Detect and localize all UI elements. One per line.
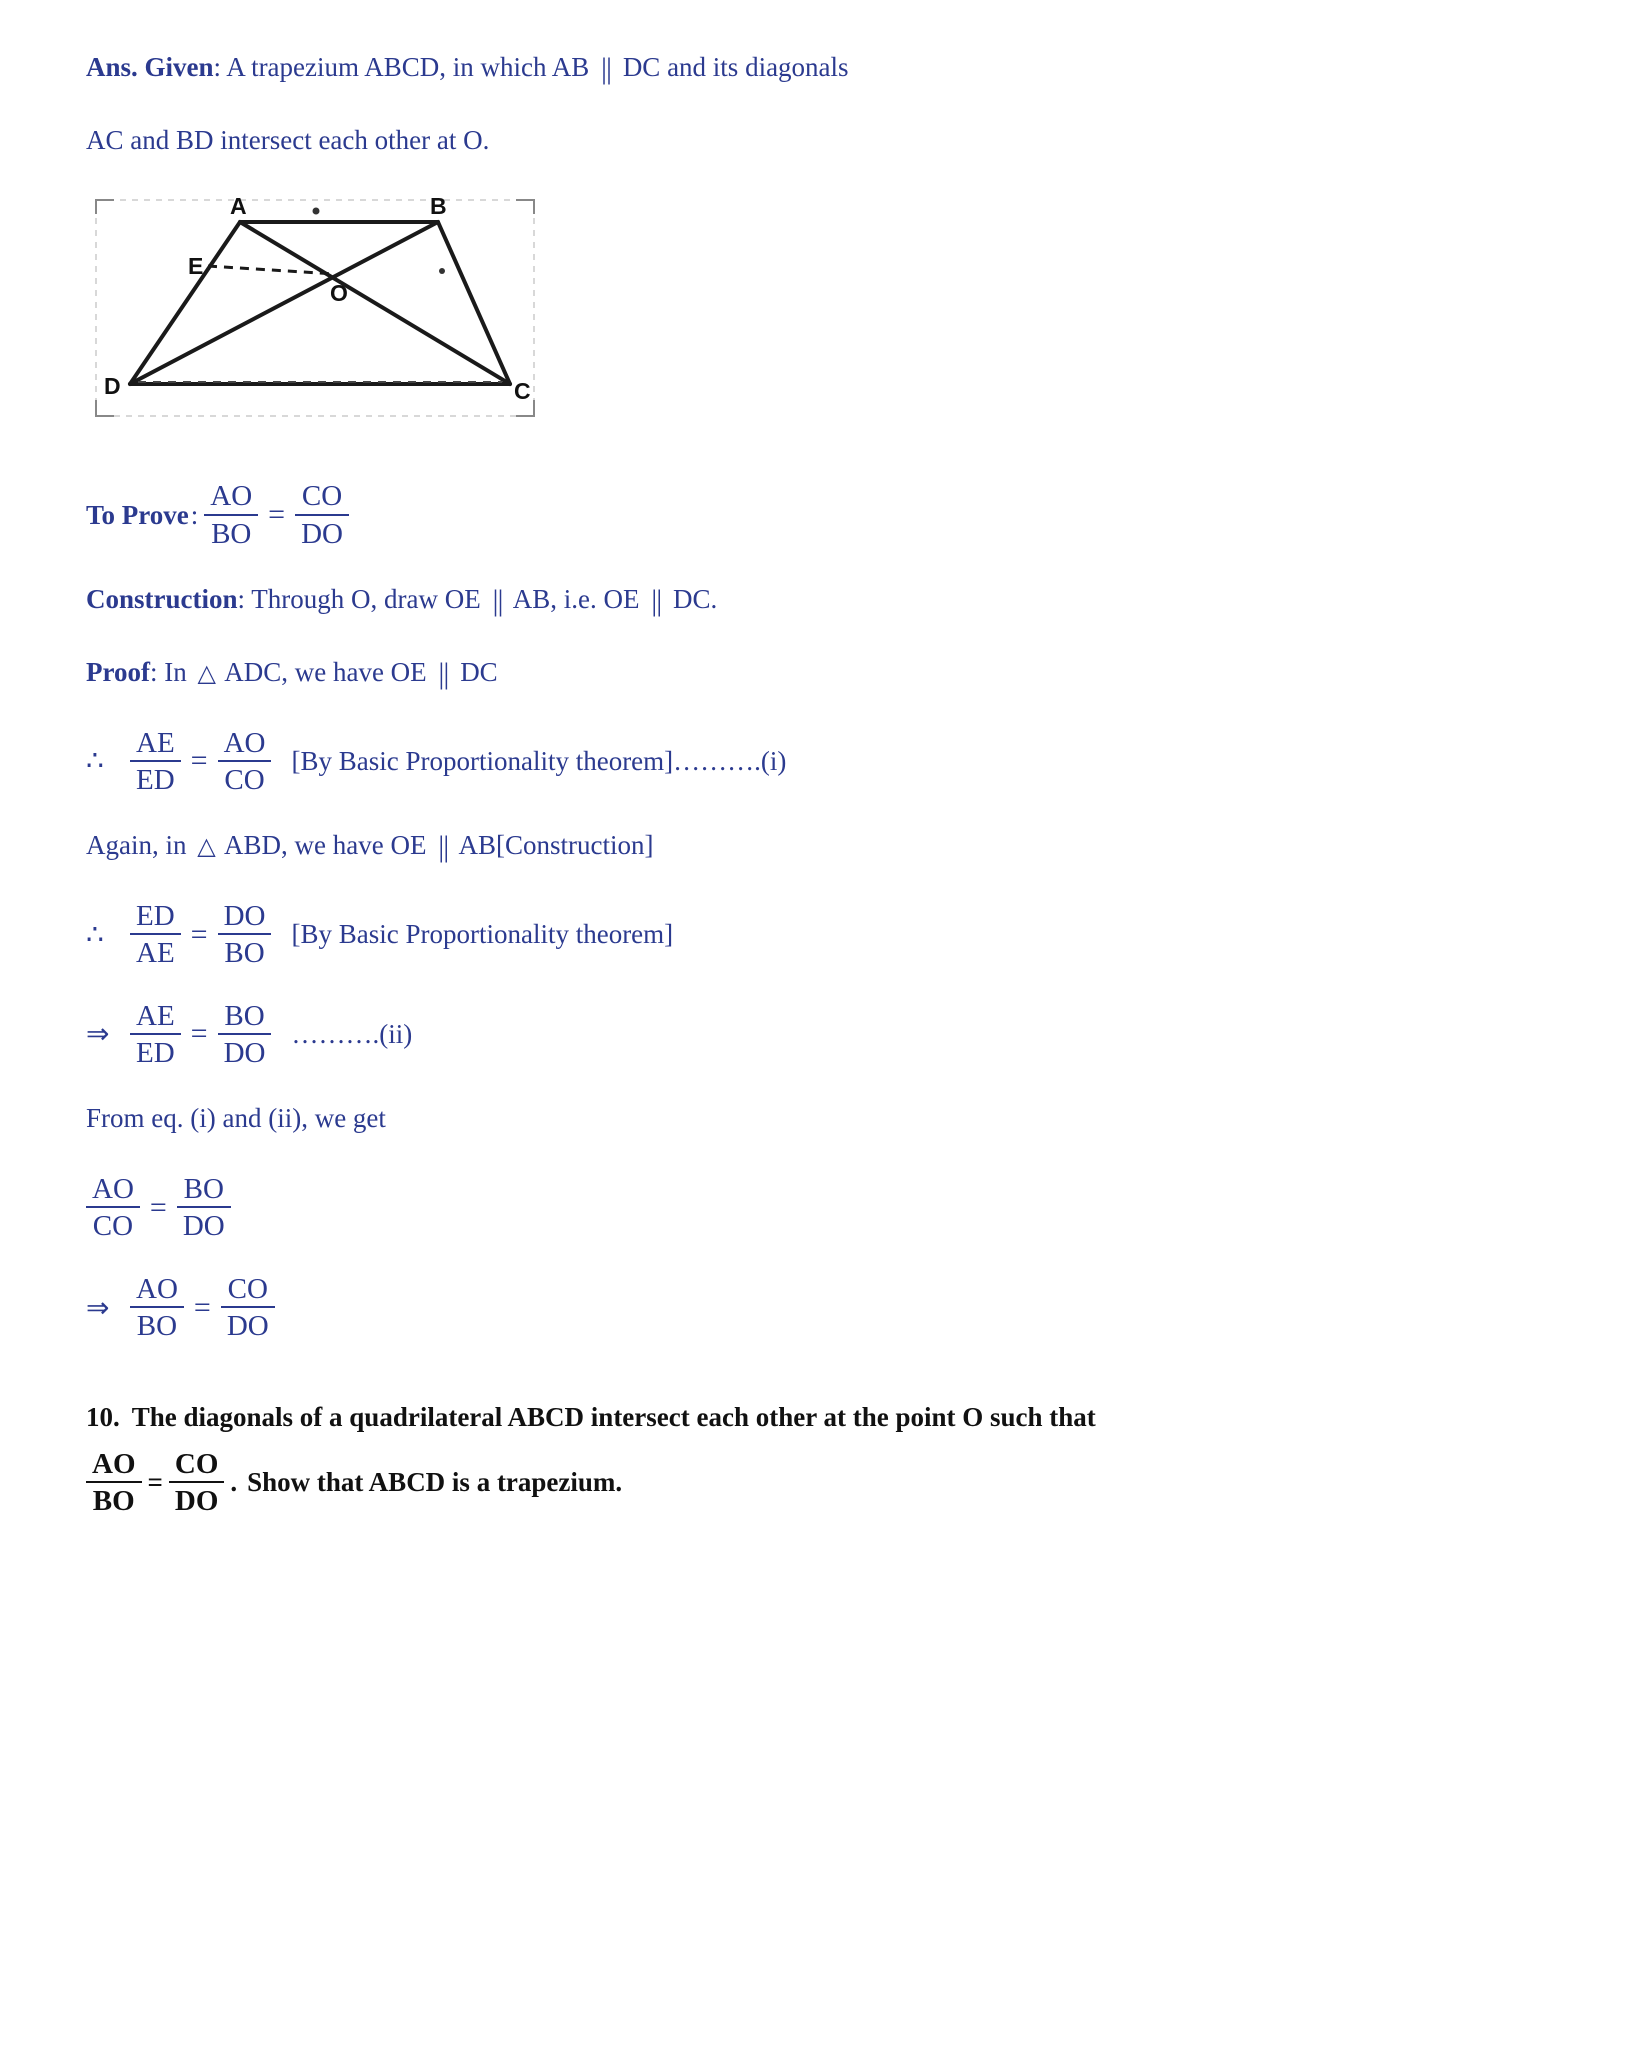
given-line-2: AC and BD intersect each other at O. [86, 125, 490, 156]
label-A: A [230, 194, 247, 220]
fraction-numerator: CO [169, 1448, 225, 1483]
triangle-icon: △ [197, 661, 216, 688]
label-C: C [514, 378, 531, 405]
equals-sign: = [149, 1190, 167, 1224]
fraction-ao-co [218, 727, 272, 797]
equation-i-note: [By Basic Proportionality theorem]……….(i) [291, 745, 787, 776]
equation-ii-note: ……….(ii) [291, 1018, 413, 1049]
fraction-ae-ed [130, 1000, 181, 1070]
fraction-co-do [169, 1448, 225, 1518]
proof-text-2: ADC, we have OE [224, 657, 427, 688]
given-label: Given [144, 52, 214, 82]
implies-icon: ⇒ [86, 1292, 110, 1324]
equals-sign: = [147, 1467, 163, 1498]
fraction-ed-ae [130, 900, 181, 970]
to-prove-label: To Prove [86, 499, 189, 530]
equals-sign: = [268, 498, 286, 532]
fraction-denominator: CO [224, 763, 265, 796]
ans-label: Ans. [86, 52, 138, 82]
proof-text-3: DC [460, 657, 498, 688]
fraction-denominator: DO [182, 1210, 225, 1243]
to-prove-row [86, 480, 1556, 550]
equation-abd-row [86, 900, 1556, 970]
trapezium-figure [90, 194, 560, 444]
question-10 [86, 1398, 1556, 1437]
fraction-denominator: ED [136, 1036, 175, 1069]
label-B: B [430, 194, 447, 220]
question-10-equation-row [86, 1448, 1556, 1518]
question-10-tail: Show that ABCD is a trapezium. [247, 1467, 623, 1498]
again-text-2: ABD, we have OE [223, 830, 427, 861]
fraction-denominator: DO [174, 1485, 219, 1518]
fraction-denominator: BO [211, 517, 252, 550]
fraction-bo-do [218, 1000, 272, 1070]
fraction-denominator: BO [224, 937, 265, 970]
question-10-period: . [230, 1467, 238, 1498]
fraction-denominator: BO [92, 1485, 135, 1518]
fraction-numerator: CO [221, 1273, 275, 1308]
fraction-bo-do [177, 1173, 231, 1243]
proof-line [86, 653, 1556, 692]
given-text: : A trapezium ABCD, in which AB [213, 52, 590, 82]
question-10-text: The diagonals of a quadrilateral ABCD intersect each other at the point O such that [131, 1402, 1096, 1433]
label-D: D [104, 373, 121, 400]
to-prove-colon: : [190, 499, 199, 530]
from-eq-line: From eq. (i) and (ii), we get [86, 1103, 386, 1134]
fraction-co-do [221, 1273, 275, 1343]
fraction-ae-ed [130, 727, 181, 797]
fraction-numerator: AO [204, 480, 258, 515]
fraction-numerator: AE [130, 727, 181, 762]
again-line [86, 826, 1556, 865]
fraction-numerator: BO [218, 1000, 272, 1035]
parallel-icon: || [438, 657, 449, 691]
construction-text-2: AB, i.e. OE [512, 584, 640, 615]
parallel-icon: || [438, 830, 449, 864]
parallel-icon: || [601, 52, 612, 85]
equals-sign: = [190, 917, 208, 951]
label-E: E [188, 253, 204, 280]
fraction-denominator: AE [136, 937, 175, 970]
implies-icon: ⇒ [86, 1019, 110, 1051]
fraction-denominator: DO [301, 517, 343, 550]
fraction-denominator: CO [92, 1210, 134, 1243]
again-text-1: Again, in [86, 830, 187, 861]
parallel-icon: || [492, 584, 503, 618]
fraction-numerator: AO [130, 1273, 184, 1308]
again-text-3: AB[Construction] [458, 830, 654, 861]
fraction-ao-bo [204, 480, 258, 550]
fraction-numerator: DO [218, 900, 272, 935]
document-content [86, 48, 1556, 1518]
proof-text-1: : In [149, 657, 187, 688]
fraction-numerator: BO [177, 1173, 231, 1208]
construction-line [86, 580, 1556, 619]
fraction-numerator: AE [130, 1000, 181, 1035]
therefore-icon: ∴ [86, 746, 104, 778]
equation-ii-row [86, 1000, 1556, 1070]
fraction-denominator: BO [136, 1310, 178, 1342]
fraction-ao-bo [86, 1448, 142, 1518]
fraction-denominator: DO [223, 1036, 266, 1069]
question-10-number: 10. [86, 1402, 120, 1433]
equation-result-2-row [86, 1273, 1556, 1343]
triangle-icon: △ [197, 834, 216, 861]
fraction-ao-co [86, 1173, 140, 1243]
trapezium-figure-svg [90, 194, 560, 444]
fraction-numerator: CO [295, 480, 349, 515]
fraction-denominator: ED [136, 763, 175, 796]
given-line [86, 48, 1556, 87]
parallel-icon: || [651, 584, 662, 618]
equals-sign: = [190, 744, 208, 778]
fraction-do-bo [218, 900, 272, 970]
construction-text-3: DC. [673, 584, 718, 615]
equals-sign: = [193, 1290, 211, 1324]
construction-label: Construction [86, 584, 238, 615]
fraction-numerator: AO [218, 727, 272, 762]
label-O: O [330, 280, 348, 307]
fraction-co-do [295, 480, 349, 550]
equals-sign: = [190, 1017, 208, 1051]
proof-label: Proof [86, 657, 150, 688]
fraction-numerator: ED [130, 900, 181, 935]
therefore-icon: ∴ [86, 919, 104, 951]
fraction-numerator: AO [86, 1448, 142, 1483]
fraction-ao-bo [130, 1273, 184, 1343]
equation-abd-note: [By Basic Proportionality theorem] [291, 919, 674, 950]
fraction-denominator: DO [226, 1310, 269, 1342]
given-text-2: DC and its diagonals [622, 52, 849, 82]
fraction-numerator: AO [86, 1173, 140, 1208]
equation-result-1-row [86, 1173, 1556, 1243]
construction-text-1: : Through O, draw OE [237, 584, 481, 615]
equation-i-row [86, 727, 1556, 797]
